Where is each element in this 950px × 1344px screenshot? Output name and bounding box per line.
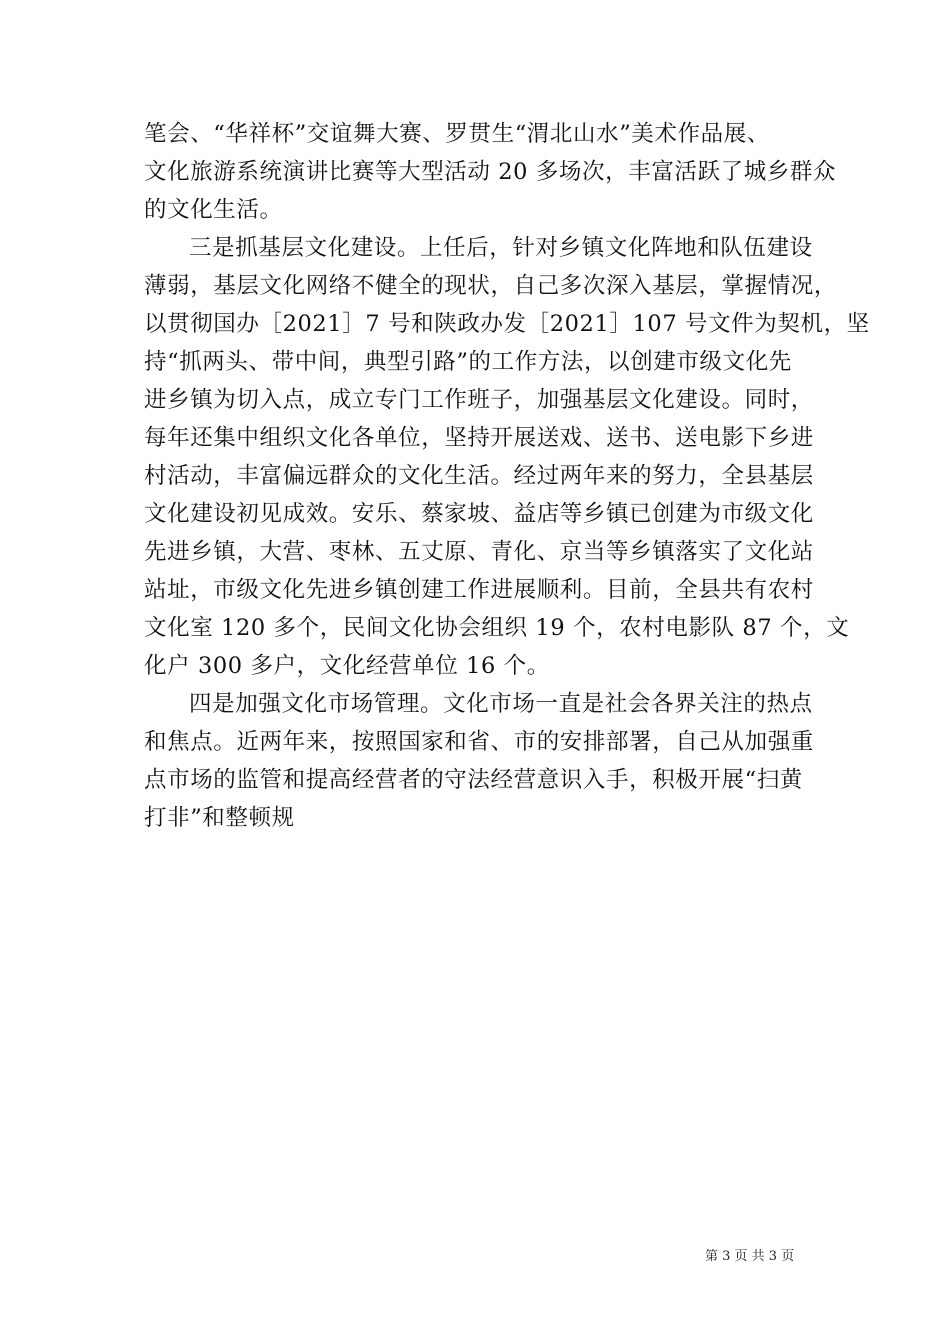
text-line: 和焦点。近两年来，按照国家和省、市的安排部署，自己从加强重 xyxy=(144,729,814,755)
text-line: 点市场的监管和提高经营者的守法经营意识入手，积极开展“扫黄 xyxy=(144,767,803,793)
page-number-footer: 第 3 页 共 3 页 xyxy=(705,1249,795,1264)
paragraph-start-line: 四是加强文化市场管理。文化市场一直是社会各界关注的热点 xyxy=(189,691,813,717)
text-line: 进乡镇为切入点，成立专门工作班子，加强基层文化建设。同时， xyxy=(144,387,814,413)
text-line: 村活动，丰富偏远群众的文化生活。经过两年来的努力，全县基层 xyxy=(144,463,814,489)
text-line: 化户 300 多户，文化经营单位 16 个。 xyxy=(144,653,550,679)
paragraph-start-line: 三是抓基层文化建设。上任后，针对乡镇文化阵地和队伍建设 xyxy=(189,235,813,261)
text-line: 文化旅游系统演讲比赛等大型活动 20 多场次，丰富活跃了城乡群众 xyxy=(144,159,837,185)
text-line: 先进乡镇，大营、枣林、五丈原、青化、京当等乡镇落实了文化站 xyxy=(144,539,814,565)
text-line: 以贯彻国办［2021］7 号和陕政办发［2021］107 号文件为契机，坚 xyxy=(144,311,870,337)
text-line: 站址，市级文化先进乡镇创建工作进展顺利。目前，全县共有农村 xyxy=(144,577,814,603)
text-line: 薄弱，基层文化网络不健全的现状，自己多次深入基层，掌握情况， xyxy=(144,273,838,299)
text-line: 文化建设初见成效。安乐、蔡家坡、益店等乡镇已创建为市级文化 xyxy=(144,501,814,527)
text-line: 打非”和整顿规 xyxy=(144,805,295,831)
text-line: 的文化生活。 xyxy=(144,197,283,223)
text-line: 笔会、“华祥杯”交谊舞大赛、罗贯生“渭北山水”美术作品展、 xyxy=(144,121,770,147)
text-line: 每年还集中组织文化各单位，坚持开展送戏、送书、送电影下乡进 xyxy=(144,425,814,451)
text-line: 持“抓两头、带中间，典型引路”的工作方法，以创建市级文化先 xyxy=(144,349,792,375)
text-line: 文化室 120 多个，民间文化协会组织 19 个，农村电影队 87 个，文 xyxy=(144,615,850,641)
